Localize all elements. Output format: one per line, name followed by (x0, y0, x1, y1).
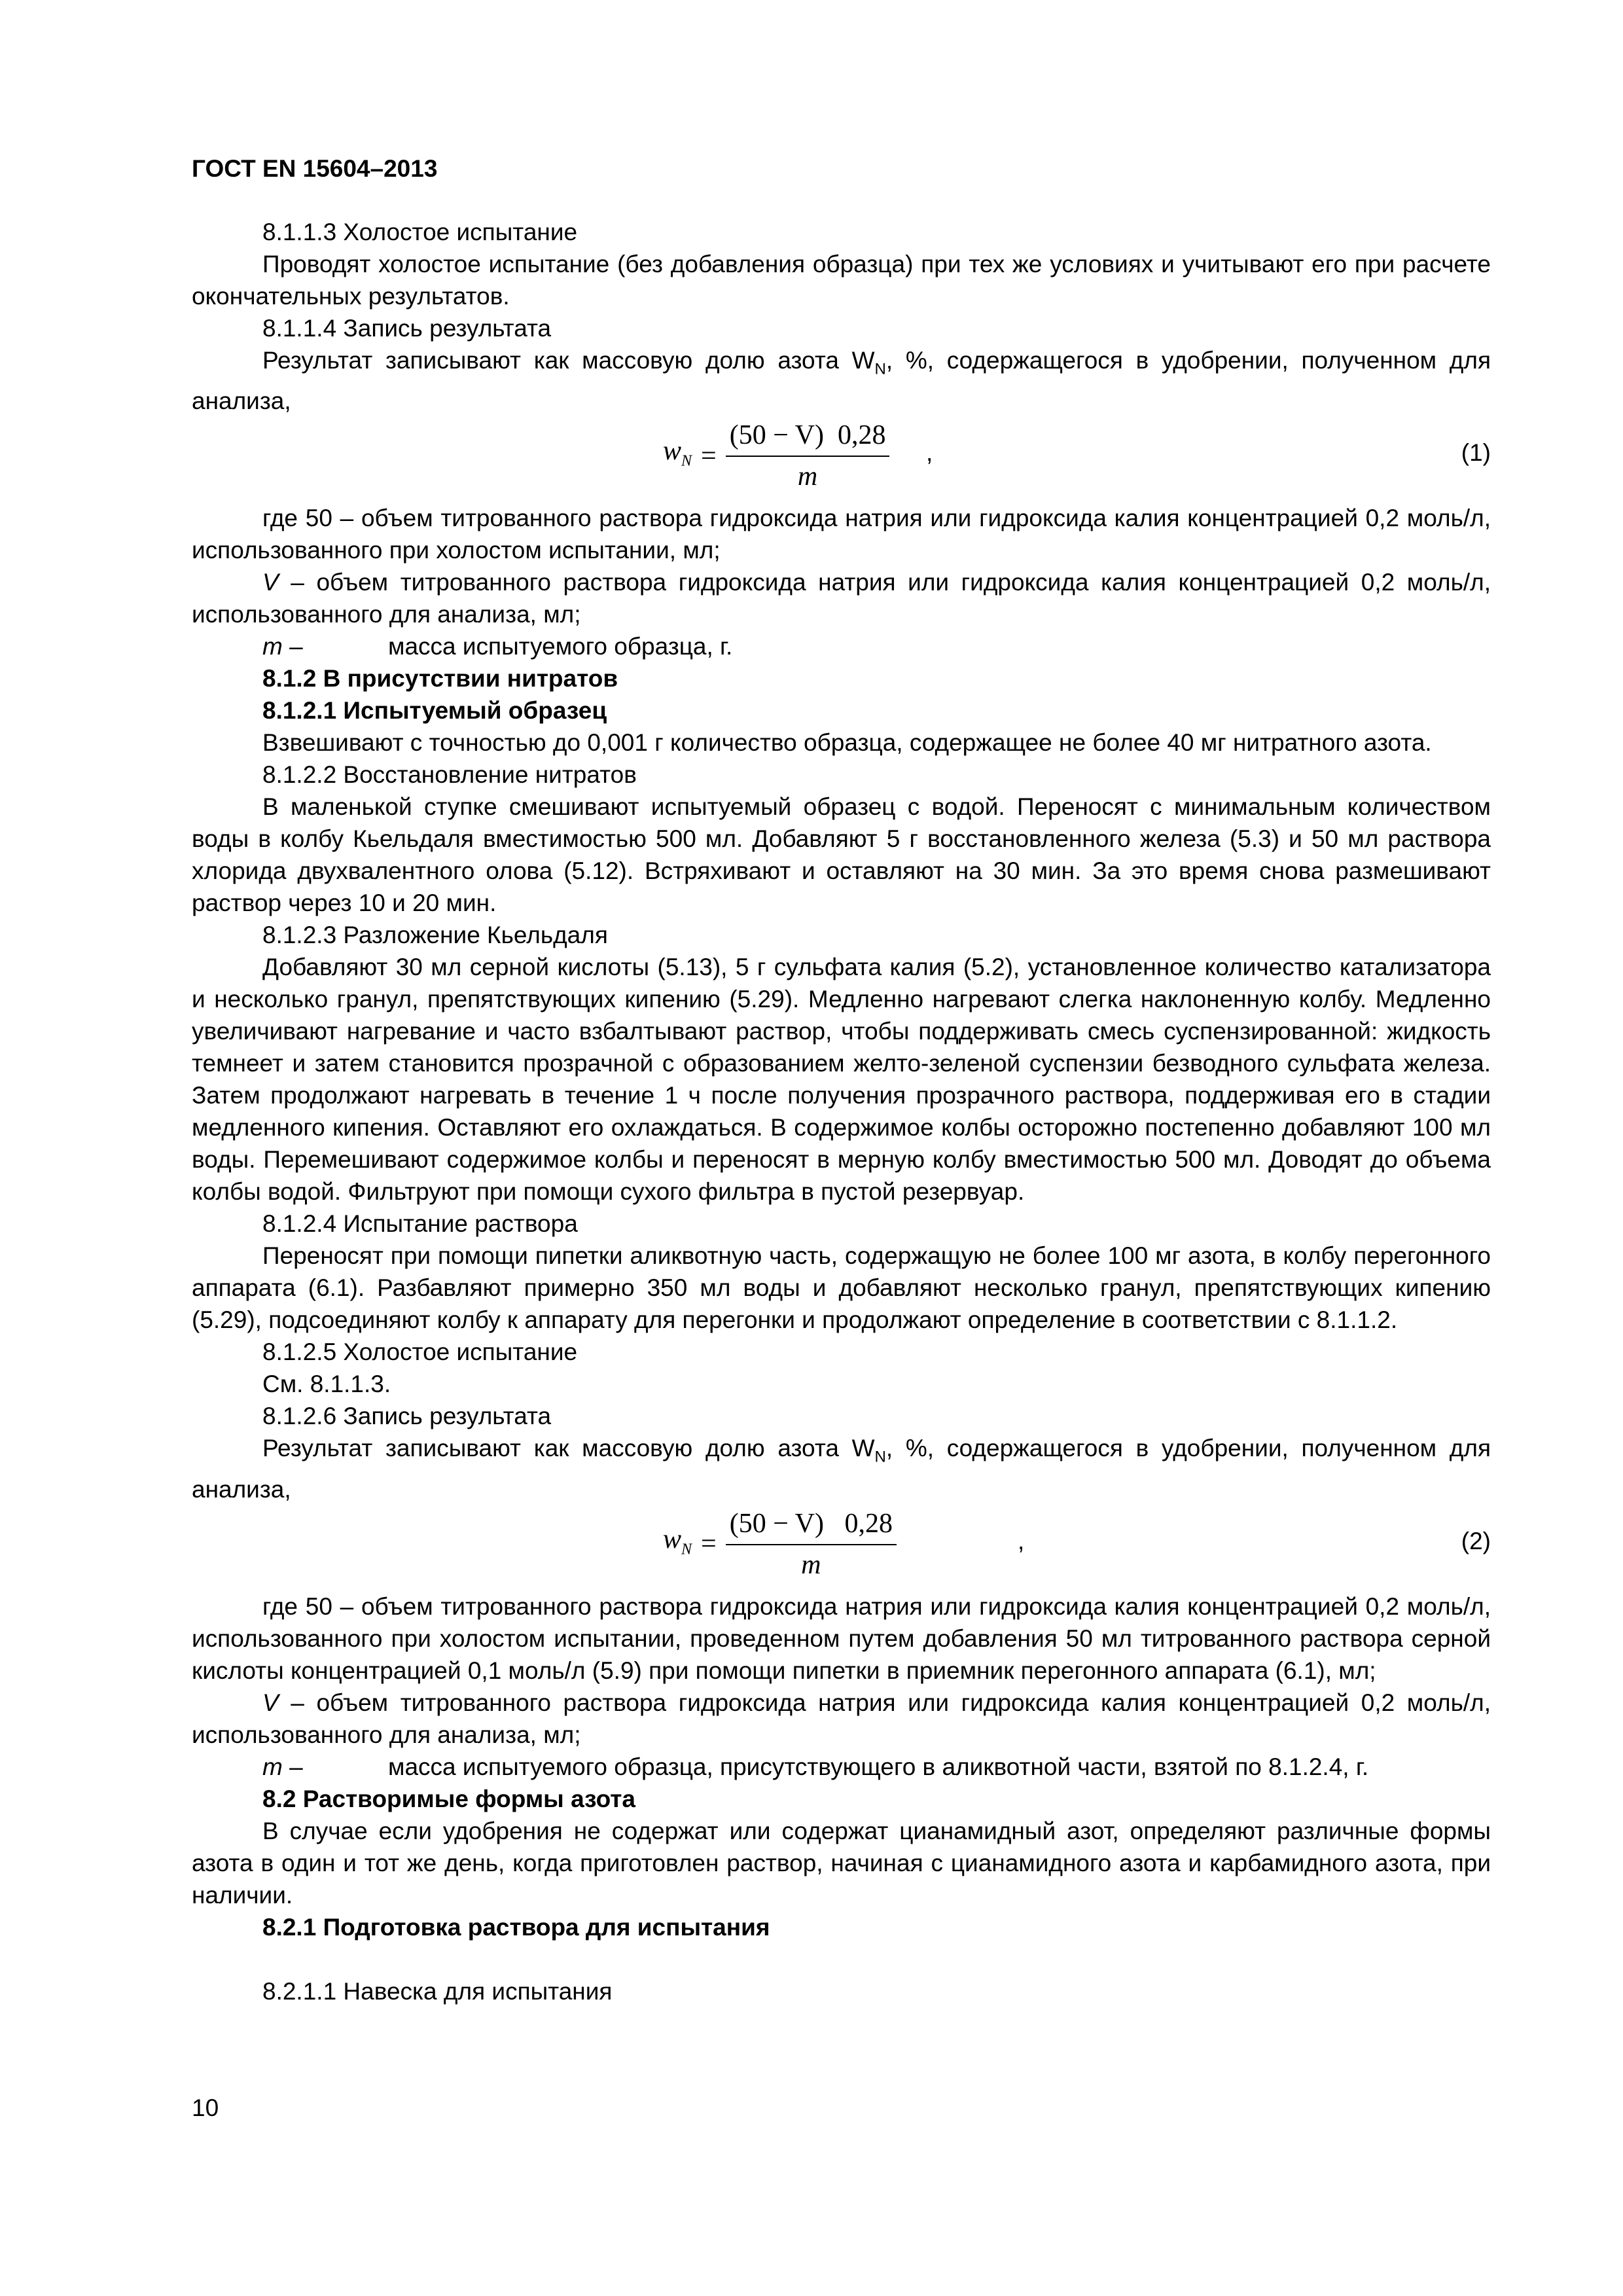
paragraph: где 50 – объем титрованного раствора гидроксида натрия или гидроксида калия концентрацией 0,2 моль/л, использованного при холостом испытании, мл; (192, 505, 1491, 564)
document-body (192, 216, 1491, 2007)
formula-2 (192, 1508, 1491, 1587)
section-heading: 8.1.2 В присутствии нитратов (262, 665, 618, 692)
formula-1-expression (663, 420, 889, 493)
formula-lhs: $w_N$ (663, 436, 692, 470)
section-heading: 8.2.1 Подготовка раствора для испытания (262, 1913, 770, 1941)
section-heading: 8.1.2.4 Испытание раствора (262, 1210, 578, 1238)
section-heading: 8.1.2.1 Испытуемый образец (262, 697, 607, 725)
section-heading: 8.1.2.2 Восстановление нитратов (262, 761, 637, 789)
fraction (726, 1508, 897, 1581)
paragraph: Результат записывают как массовую долю азота $W_N$, %, содержащегося в удобрении, полученном для анализа, (192, 347, 1491, 415)
section-heading: 8.1.2.5 Холостое испытание (262, 1338, 578, 1366)
formula-comma: , (1018, 1527, 1025, 1554)
denominator: m (801, 1549, 821, 1580)
paragraph: Взвешивают с точностью до 0,001 г количество образца, содержащее не более 40 мг нитратного азота. (262, 729, 1432, 757)
formula-2-expression (663, 1508, 897, 1581)
section-heading: 8.1.1.3 Холостое испытание (262, 219, 578, 245)
equals-sign: = (701, 1529, 717, 1560)
fraction (726, 420, 890, 493)
section-heading: 8.2.1.1 Навеска для испытания (262, 1977, 613, 2005)
equation-number: (1) (1461, 439, 1491, 467)
definition-row (192, 1751, 1491, 1783)
definition-term: m – (262, 633, 303, 660)
paragraph: Проводят холостое испытание (без добавления образца) при тех же условиях и учитывают его при расчете окончательных результатов. (192, 251, 1491, 310)
definition-text: масса испытуемого образца, присутствующего в аликвотной части, взятой по 8.1.2.4, г. (388, 1753, 1369, 1780)
definition-term: m – (262, 1753, 303, 1780)
paragraph: Переносят при помощи пипетки аликвотную часть, содержащую не более 100 мг азота, в колбу перегонного аппарата (6.1). Разбавляют примерно 350 мл воды и добавляют несколько гранул, препятствующих кипению (5.29), подсоединяют колбу к аппарату для перегонки и продолжают определение в соответствии с 8.1.1.2. (192, 1242, 1491, 1334)
paragraph: V – объем титрованного раствора гидроксида натрия или гидроксида калия концентрацией 0,2 моль/л, использованного для анализа, мл; (192, 1689, 1491, 1748)
paragraph: где 50 – объем титрованного раствора гидроксида натрия или гидроксида калия концентрацией 0,2 моль/л, использованного при холостом испытании, проведенном путем добавления 50 мл титрованного раствора серной кислоты концентрацией 0,1 моль/л (5.9) при помощи пипетки в приемник перегонного аппарата (6.1), мл; (192, 1592, 1491, 1684)
formula-lhs: $w_N$ (663, 1524, 692, 1558)
section-heading: 8.1.2.3 Разложение Кьельдаля (262, 922, 608, 949)
paragraph: В маленькой ступке смешивают испытуемый образец с водой. Переносят с минимальным количеством воды в колбу Кьельдаля вместимостью 500 мл. Добавляют 5 г восстановленного железа (5.3) и 50 мл раствора хлорида двухвалентного олова (5.12). Встряхивают и оставляют на 30 мин. За это время снова размешивают раствор через 10 и 20 мин. (192, 793, 1491, 917)
definition-text: масса испытуемого образца, г. (388, 633, 733, 660)
document-header: ГОСТ EN 15604–2013 (192, 155, 438, 182)
paragraph: В случае если удобрения не содержат или содержат цианамидный азот, определяют различные формы азота в один и тот же день, когда приготовлен раствор, начиная с цианамидного азота и карбамидного азота, при наличии. (192, 1817, 1491, 1909)
paragraph: V – объем титрованного раствора гидроксида натрия или гидроксида калия концентрацией 0,2 моль/л, использованного для анализа, мл; (192, 569, 1491, 628)
section-heading: 8.1.2.6 Запись результата (262, 1403, 552, 1430)
paragraph: Добавляют 30 мл серной кислоты (5.13), 5 г сульфата калия (5.2), установленное количество катализатора и несколько гранул, препятствующих кипению (5.29). Медленно нагревают слегка наклоненную колбу. Медленно увеличивают нагревание и часто взбалтывают раствор, чтобы поддерживать смесь суспензированной: жидкость темнеет и затем становится прозрачной с образованием желто-зеленой суспензии безводного сульфата железа. Затем продолжают нагревать в течение 1 ч после получения прозрачного раствора, поддерживая его в стадии медленного кипения. Оставляют его охлаждаться. В содержимое колбы осторожно постепенно добавляют 100 мл воды. Перемешивают содержимое колбы и переносят в мерную колбу вместимостью 500 мл. Доводят до объема колбы водой. Фильтруют при помощи сухого фильтра в пустой резервуар. (192, 954, 1491, 1206)
section-heading: 8.1.1.4 Запись результата (262, 315, 552, 342)
section-heading: 8.2 Растворимые формы азота (262, 1785, 635, 1812)
numerator: (50 − V) 0,28 (726, 1508, 897, 1545)
formula-1 (192, 420, 1491, 498)
numerator: (50 − V) 0,28 (726, 420, 890, 457)
paragraph: См. 8.1.1.3. (262, 1371, 391, 1398)
page-number: 10 (192, 2094, 219, 2121)
denominator: m (797, 461, 818, 492)
equals-sign: = (701, 440, 717, 471)
formula-comma: , (926, 439, 933, 467)
paragraph: Результат записывают как массовую долю азота $W_N$, %, содержащегося в удобрении, полученном для анализа, (192, 1435, 1491, 1503)
definition-row (192, 630, 1491, 662)
blank-line (192, 1943, 1491, 1975)
equation-number: (2) (1461, 1527, 1491, 1554)
